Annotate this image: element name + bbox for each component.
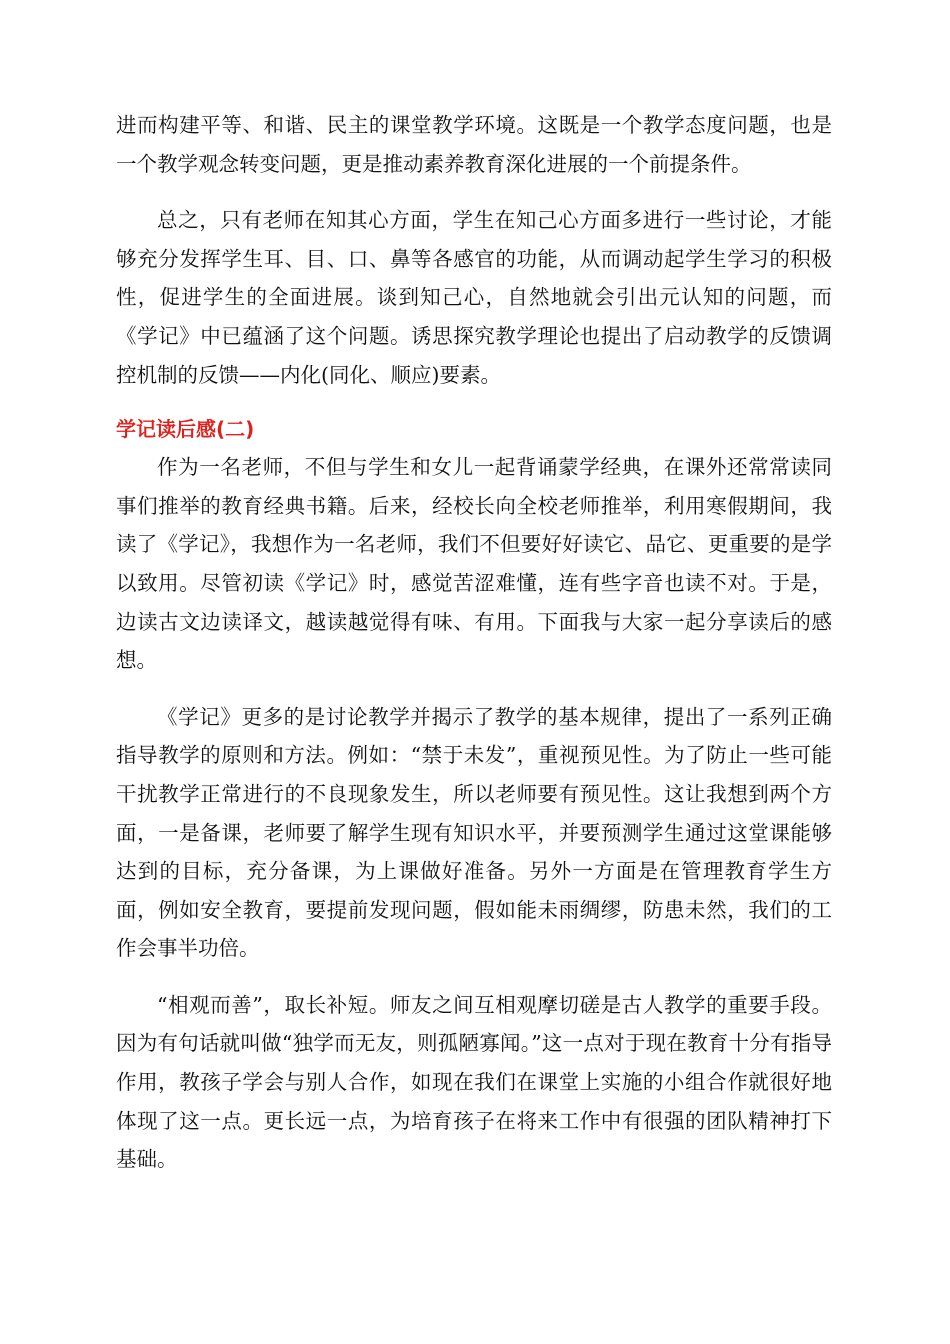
document-page [116, 106, 832, 1179]
paragraph-section-3: “相观而善”，取长补短。师友之间互相观摩切磋是古人教学的重要手段。因为有句话就叫做“独学而无友，则孤陋寡闻。”这一点对于现在教育十分有指导作用，教孩子学会与别人合作，如现在我们在课堂上实施的小组合作就很好地体现了这一点。更长远一点，为培育孩子在将来工作中有很强的团队精神打下基础。 [116, 992, 832, 1172]
paragraph-continuation: 进而构建平等、和谐、民主的课堂教学环境。这既是一个教学态度问题，也是一个教学观念转变问题，更是推动素养教育深化进展的一个前提条件。 [116, 113, 832, 176]
paragraph-section-1: 作为一名老师，不但与学生和女儿一起背诵蒙学经典，在课外还常常读同事们推举的教育经典书籍。后来，经校长向全校老师推举，利用寒假期间，我读了《学记》，我想作为一名老师，我们不但要好好读它、品它、更重要的是学以致用。尽管初读《学记》时，感觉苦涩难懂，连有些字音也读不对。于是，边读古文边读译文，越读越觉得有味、有用。下面我与大家一起分享读后的感想。 [116, 455, 832, 673]
paragraph-section-2: 《学记》更多的是讨论教学并揭示了教学的基本规律，提出了一系列正确指导教学的原则和方法。例如：“禁于未发”，重视预见性。为了防止一些可能干扰教学正常进行的不良现象发生，所以老师要有预见性。这让我想到两个方面，一是备课，老师要了解学生现有知识水平，并要预测学生通过这堂课能够达到的目标，充分备课，为上课做好准备。另外一方面是在管理教育学生方面，例如安全教育，要提前发现问题，假如能未雨绸缪，防患未然，我们的工作会事半功倍。 [116, 704, 832, 961]
paragraph-summary: 总之，只有老师在知其心方面，学生在知己心方面多进行一些讨论，才能够充分发挥学生耳、目、口、鼻等各感官的功能，从而调动起学生学习的积极性，促进学生的全面进展。谈到知己心，自然地就会引出元认知的问题，而《学记》中已蕴涵了这个问题。诱思探究教学理论也提出了启动教学的反馈调控机制的反馈——内化(同化、顺应)要素。 [116, 208, 832, 387]
section-heading: 学记读后感(二) [116, 417, 255, 442]
